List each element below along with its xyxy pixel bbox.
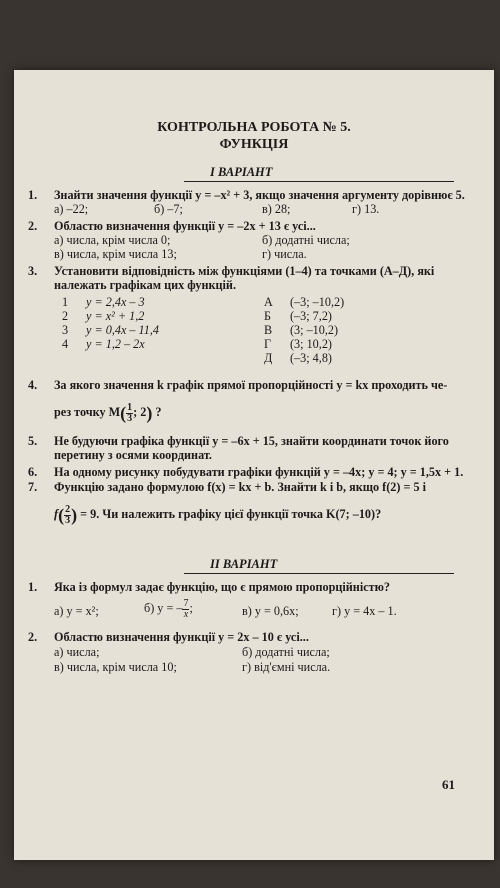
page	[14, 70, 494, 860]
q1-option-b: б) –7;	[154, 202, 183, 216]
v2-q1-option-d: г) y = 4x – 1.	[332, 604, 397, 618]
v2-q2-text: Областю визначення функції y = 2x – 10 є усі...	[54, 630, 309, 644]
v2-q1-text: Яка із формул задає функцію, що є прямою пропорційністю?	[54, 580, 391, 594]
q3-func: y = 1,2 – 2x	[86, 337, 145, 351]
q2-option-b: б) додатні числа;	[262, 233, 350, 247]
q6-text: На одному рисунку побудувати графіки функцій y = –4x; y = 4; y = 1,5x + 1.	[54, 465, 464, 479]
q3-func: y = 2,4x – 3	[86, 295, 145, 309]
page-subtitle: ФУНКЦІЯ	[219, 137, 289, 152]
q3-point-letter: Б	[264, 309, 271, 323]
q3-func-num: 3	[62, 323, 69, 337]
q4-number: 4.	[28, 378, 38, 392]
q7-fraction-denominator: 3	[65, 514, 71, 526]
page-number: 61	[442, 777, 455, 792]
q1-option-a: а) –22;	[54, 202, 89, 216]
v2-q2-option-c: в) числа, крім числа 10;	[54, 660, 177, 674]
variant2-heading: ІІ ВАРІАНТ	[210, 557, 278, 571]
q3-point: (–3; –10,2)	[290, 295, 345, 309]
q3-line2: належать графікам цих функцій.	[54, 278, 236, 292]
q7-line2-rest: = 9. Чи належить графіку цієї функції точка K(7; –10)?	[80, 507, 382, 521]
v2-q2-option-b: б) додатні числа;	[242, 645, 330, 659]
q2-option-a: а) числа, крім числа 0;	[54, 233, 171, 247]
q2-option-d: г) числа.	[262, 247, 307, 261]
q1-number: 1.	[28, 188, 38, 202]
v2-q1-b-numerator: 7	[183, 597, 189, 609]
q3-point: (3; 10,2)	[290, 337, 332, 351]
v2-q1-b-denominator: x	[183, 608, 189, 620]
q3-point: (–3; 7,2)	[290, 309, 332, 323]
q3-func: y = 0,4x – 11,4	[86, 323, 159, 337]
q5-line1: Не будуючи графіка функції y = –6x + 15, знайти координати точок його	[54, 434, 449, 448]
q3-func-num: 1	[62, 295, 69, 309]
v2-q1-option-a: а) y = x²;	[54, 604, 99, 618]
variant1-heading: І ВАРІАНТ	[210, 165, 273, 179]
q3-point: (–3; 4,8)	[290, 351, 332, 365]
q6-number: 6.	[28, 465, 38, 479]
q4-point-y: ; 2	[133, 405, 147, 419]
q3-point: (3; –10,2)	[290, 323, 339, 337]
v2-q1-option-b	[144, 596, 193, 620]
q2-option-c: в) числа, крім числа 13;	[54, 247, 177, 261]
variant2-rule	[184, 573, 454, 574]
v2-q2-option-d: г) від'ємні числа.	[242, 660, 331, 674]
q1-option-d: г) 13.	[352, 202, 380, 216]
q7-f: f	[54, 507, 59, 521]
q7-fraction-numerator: 2	[65, 503, 71, 515]
v2-q2-option-a: а) числа;	[54, 645, 100, 659]
q4-question-mark: ?	[155, 405, 162, 419]
q4-fraction-denominator: 3	[127, 412, 133, 424]
q3-func-num: 4	[62, 337, 69, 351]
q5-number: 5.	[28, 434, 38, 448]
q7-number: 7.	[28, 480, 38, 494]
v2-q1-option-c: в) y = 0,6x;	[242, 604, 299, 618]
v2-q1-number: 1.	[28, 580, 38, 594]
variant1-rule	[184, 181, 454, 182]
q7-fraction	[64, 505, 71, 526]
q2-number: 2.	[28, 219, 38, 233]
q4-fraction-numerator: 1	[127, 401, 133, 413]
q3-func: y = x² + 1,2	[86, 309, 145, 323]
q4-line1: За якого значення k графік прямої пропорційності y = kx проходить че-	[54, 378, 448, 392]
q4-point-label: рез точку M	[54, 405, 121, 419]
q5-line2: перетину з осями координат.	[54, 448, 212, 462]
q3-func-num: 2	[62, 309, 69, 323]
q3-line1: Установити відповідність між функціями (1–4) та точками (А–Д), які	[54, 264, 435, 278]
q1-option-c: в) 28;	[262, 202, 291, 216]
q7-line1: Функцію задано формулою f(x) = kx + b. Знайти k і b, якщо f(2) = 5 і	[54, 480, 427, 494]
page-title: КОНТРОЛЬНА РОБОТА № 5.	[157, 120, 351, 135]
q3-number: 3.	[28, 264, 38, 278]
q2-text: Областю визначення функції y = –2x + 13 є усі...	[54, 219, 316, 233]
v2-q1-b-suffix: ;	[189, 601, 193, 615]
v2-q1-b-prefix: б) y = –	[144, 601, 183, 615]
q3-point-letter: В	[264, 323, 273, 337]
q3-point-letter: Г	[264, 337, 272, 351]
q1-text: Знайти значення функції y = –x² + 3, якщо значення аргументу дорівнює 5.	[54, 188, 465, 202]
q4-line2: рез точку M( $\frac{1}{3}$ ; 2) ?	[54, 401, 162, 424]
v2-q2-number: 2.	[28, 630, 38, 644]
q3-point-letter: Д	[264, 351, 273, 365]
q3-point-letter: А	[264, 295, 273, 309]
q7-line2: f( $\frac{2}{3}$ ) = 9. Чи належить графіку цієї функції точка K(7; –10)?	[54, 503, 382, 526]
